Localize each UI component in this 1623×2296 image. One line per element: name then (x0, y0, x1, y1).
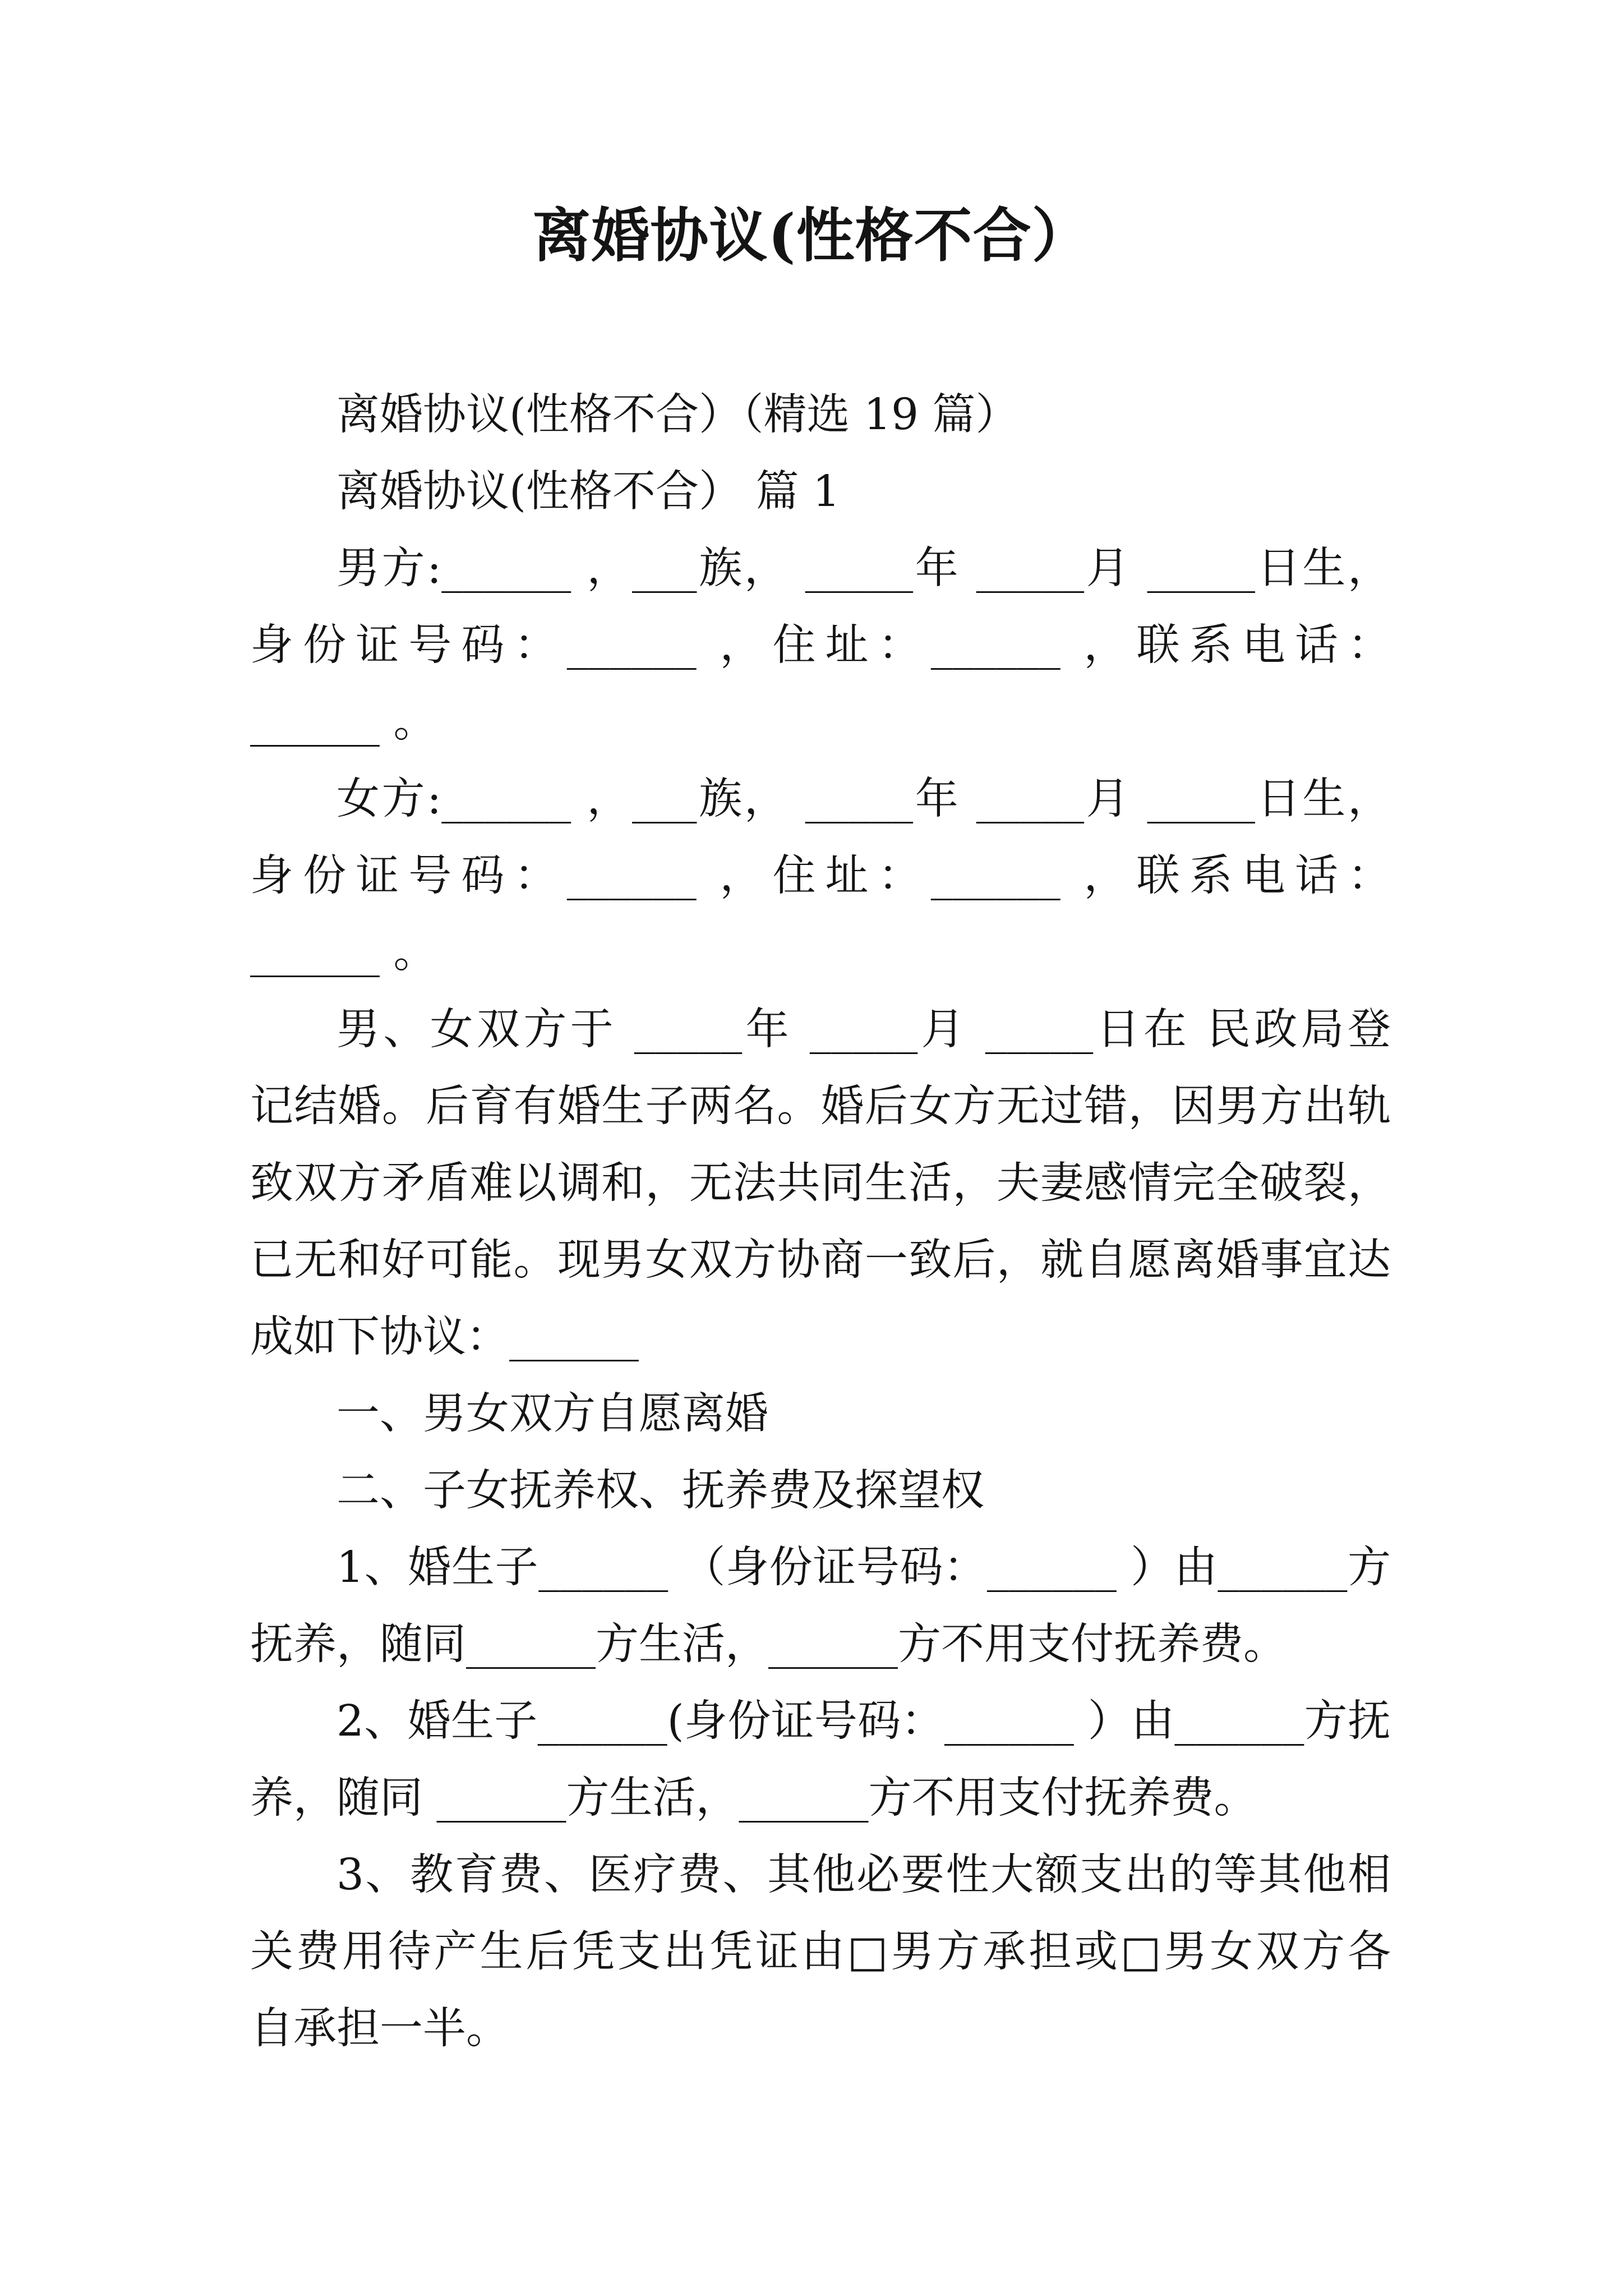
paragraph-child-1 (250, 1529, 1391, 1683)
text-line: 二、子女抚养权、抚养费及探望权 (336, 1466, 984, 1516)
paragraph-clause-1 (250, 1375, 1391, 1452)
paragraph-expenses (250, 1837, 1391, 2067)
paragraph-wife-info (250, 761, 1391, 991)
text-line: 自承担一半。 (250, 2004, 509, 2054)
text-line: ______ 。 (250, 697, 437, 747)
text-line: 1、婚生子______ （身份证号码：______ ）由______方 (336, 1543, 1391, 1593)
text-line: 已无和好可能。现男女双方协商一致后，就自愿离婚事宜达 (250, 1235, 1391, 1285)
text-line: 离婚协议(性格不合）（精选 19 篇） (336, 390, 1019, 440)
text-line: 男方:______ ，___族， _____年 _____月 _____日生， (336, 544, 1391, 593)
text-line: 致双方矛盾难以调和，无法共同生活，夫妻感情完全破裂， (250, 1158, 1391, 1208)
text-line: 关费用待产生后凭支出凭证由□男方承担或□男女双方各 (250, 1927, 1391, 1977)
text-line: 男、女双方于 _____年 _____月 _____日在 民政局登 (336, 1005, 1391, 1055)
text-line: 身份证号码：______ ，住址：______ ，联系电话： (250, 620, 1391, 670)
paragraph-child-2 (250, 1683, 1391, 1837)
paragraph-clause-2 (250, 1452, 1391, 1529)
text-line: 2、婚生子______(身份证号码：______ ）由______方抚 (336, 1696, 1391, 1746)
text-line: ______ 。 (250, 928, 437, 978)
paragraph-section-heading (250, 453, 1391, 530)
document-body (250, 376, 1391, 2067)
text-line: 身份证号码：______ ，住址：______ ，联系电话： (250, 851, 1391, 901)
text-line: 养，随同 ______方生活，______方不用支付抚养费。 (250, 1773, 1257, 1823)
text-line: 一、男女双方自愿离婚 (336, 1389, 768, 1439)
document-title: 离婚协议(性格不合） (532, 201, 1091, 270)
text-line: 女方:______ ，___族， _____年 _____月 _____日生， (336, 774, 1391, 824)
text-line: 抚养，随同______方生活，______方不用支付抚养费。 (250, 1619, 1287, 1669)
paragraph-background (250, 991, 1391, 1375)
text-line: 3、教育费、医疗费、其他必要性大额支出的等其他相 (336, 1850, 1391, 1900)
paragraph-subtitle (250, 376, 1391, 453)
paragraph-husband-info (250, 530, 1391, 761)
text-line: 离婚协议(性格不合） 篇 1 (336, 467, 840, 517)
text-line: 记结婚。后育有婚生子两名。婚后女方无过错，因男方出轨 (250, 1082, 1391, 1131)
text-line: 成如下协议：______ (250, 1312, 639, 1362)
